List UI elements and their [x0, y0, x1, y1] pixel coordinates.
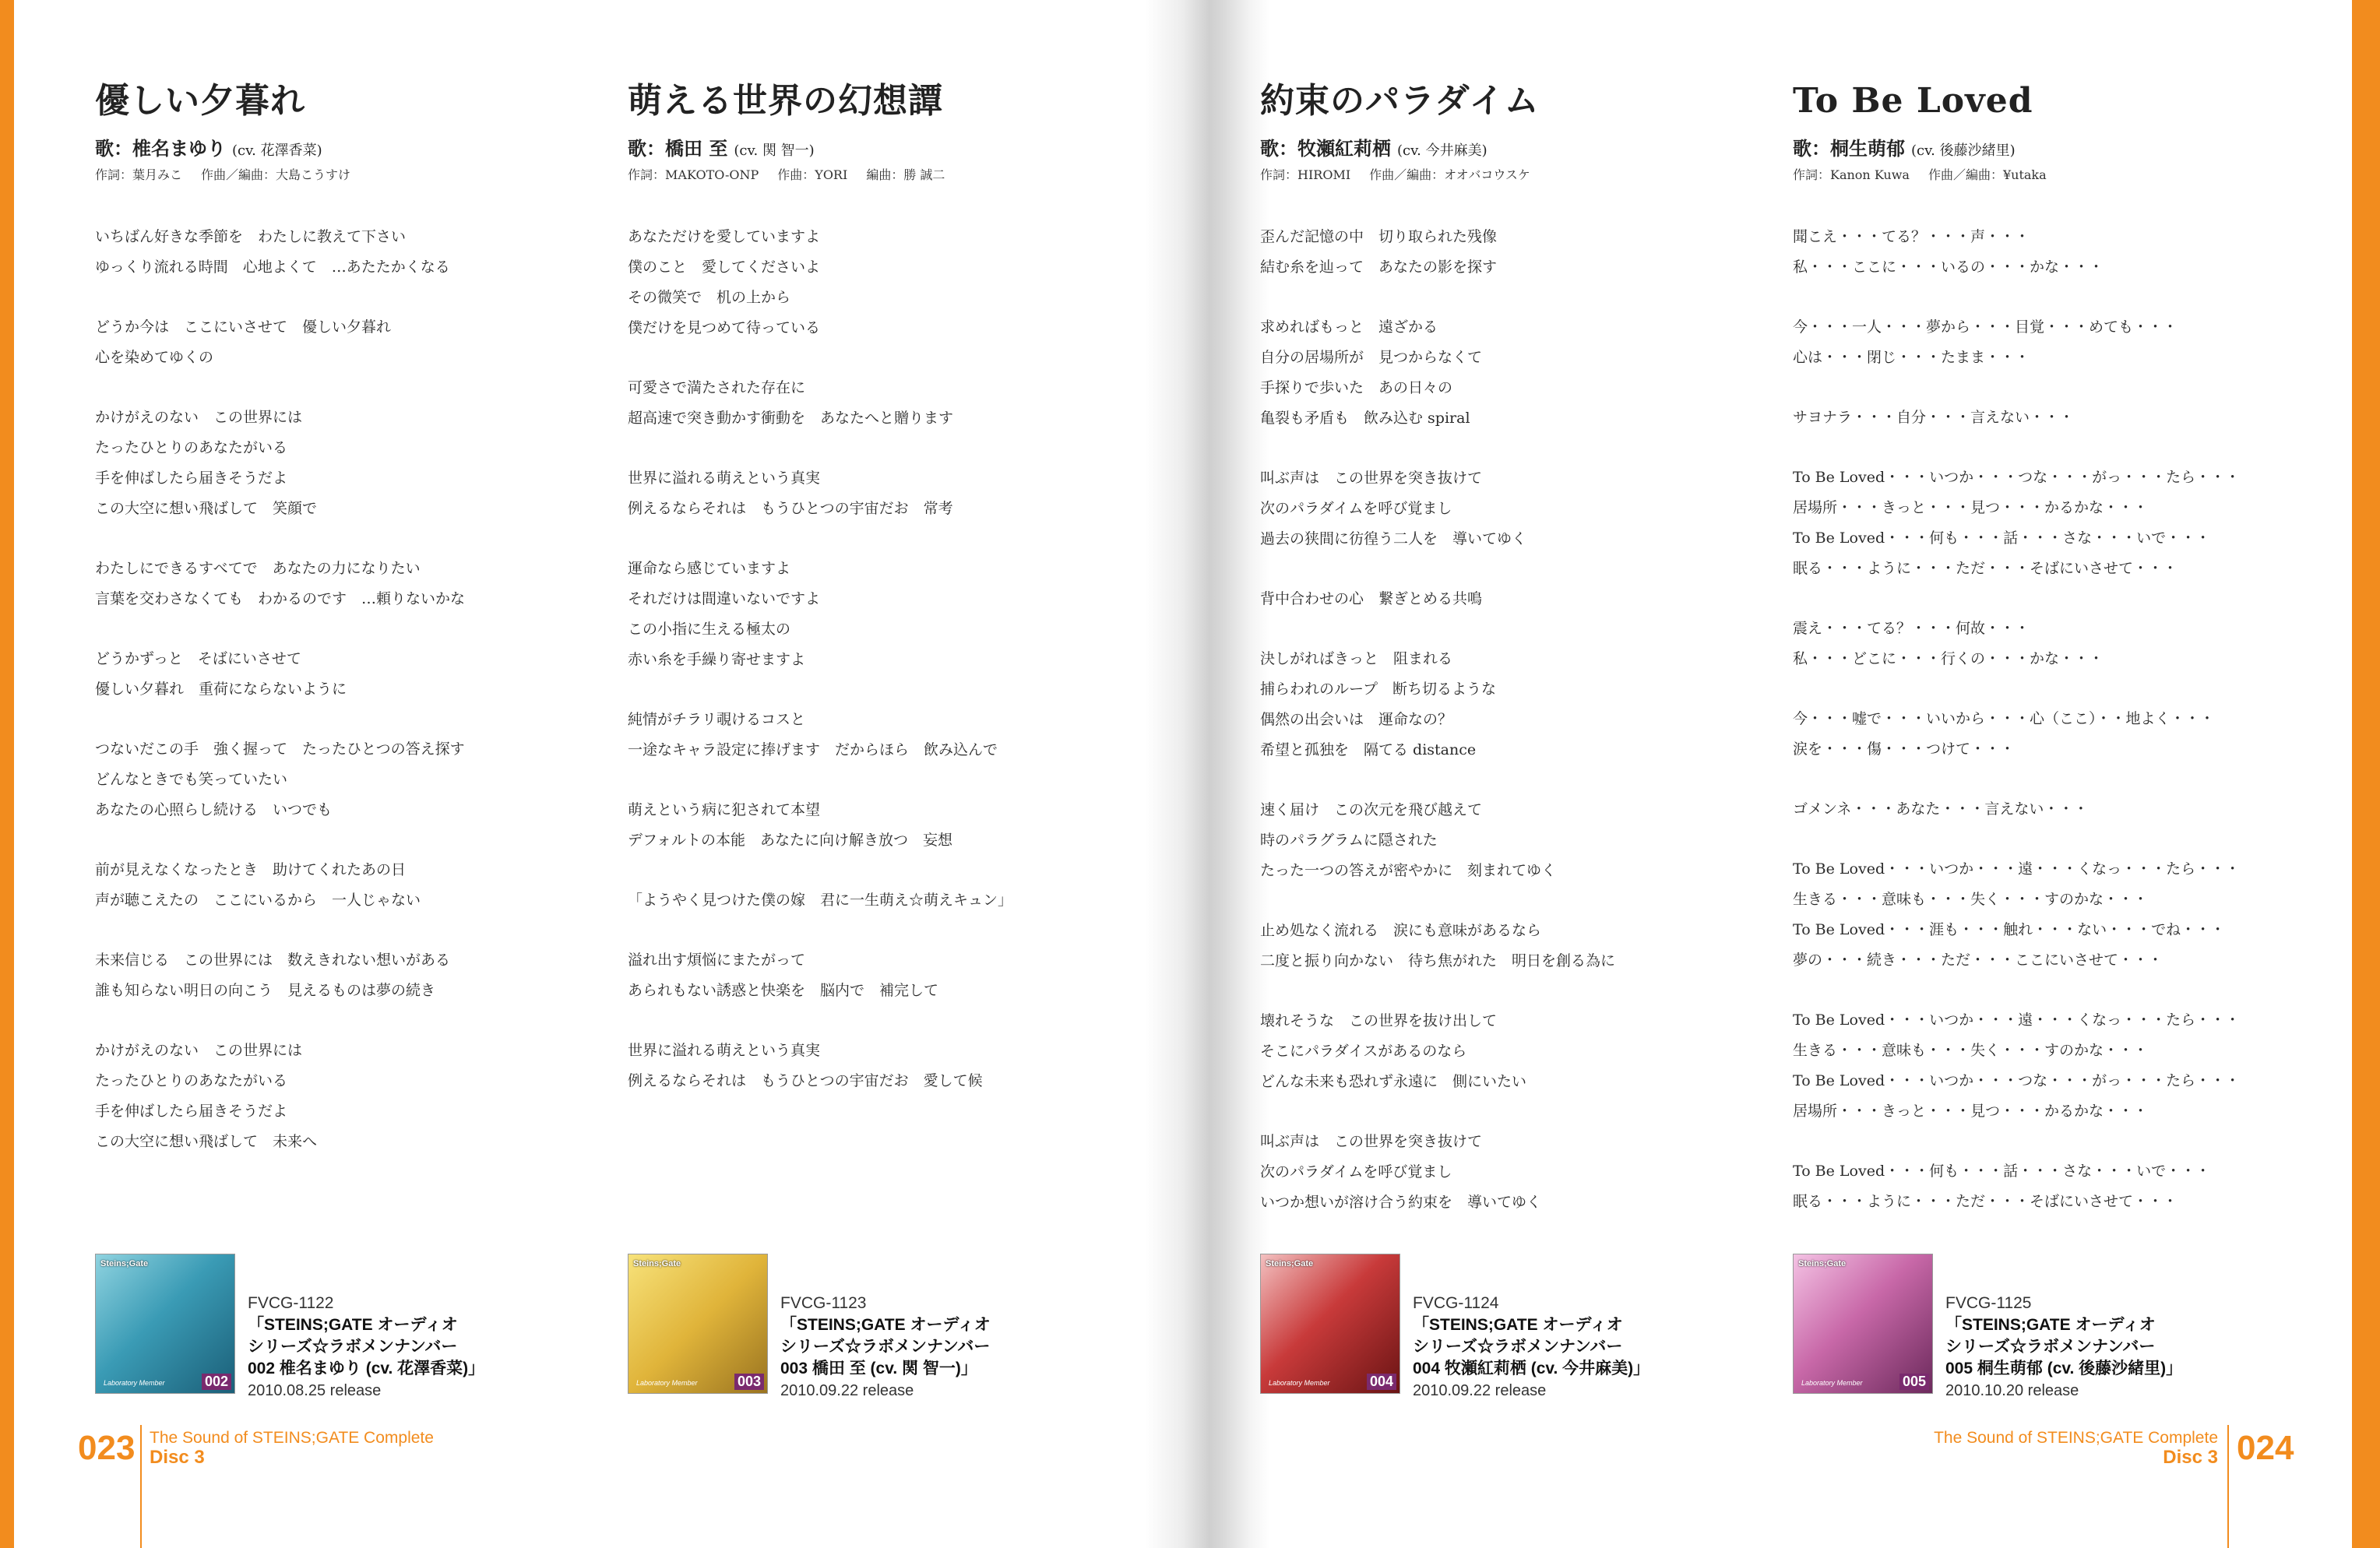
release-info	[628, 1254, 1126, 1399]
lyric-line: たったひとりのあなたがいる	[95, 439, 288, 456]
lyric-line: 夢の・・・続き・・・ただ・・・ここにいさせて・・・	[1793, 952, 2163, 969]
cover-label: Laboratory Member	[104, 1379, 165, 1387]
song-title: 優しい夕暮れ	[95, 81, 305, 121]
lyric-line: 純情がチラリ覗けるコスと	[628, 711, 806, 728]
release-title-line: シリーズ☆ラボメンナンバー	[780, 1338, 991, 1356]
album-cover-image	[628, 1254, 768, 1394]
lyric-line: ゆっくり流れる時間 心地よくて …あたたかくなる	[95, 259, 450, 276]
singer-prefix: 歌：	[628, 137, 665, 160]
lyric-line: どんなときでも笑っていたい	[95, 771, 288, 788]
song-title: 萌える世界の幻想譚	[628, 81, 943, 121]
page-divider-right	[2227, 1425, 2229, 1548]
right-page-edge	[2352, 0, 2380, 1548]
book-gutter	[1145, 0, 1269, 1548]
release-title-line: 004 牧瀬紅莉栖 (cv. 今井麻美)」	[1413, 1360, 1650, 1377]
singer-name: 牧瀬紅莉栖	[1297, 137, 1391, 160]
lyric-line: To Be Loved・・・何も・・・話・・・さな・・・いで・・・	[1793, 529, 2211, 547]
lyric-line: ゴメンネ・・・あなた・・・言えない・・・	[1793, 800, 2089, 818]
lyric-line: 手を伸ばしたら届きそうだよ	[95, 470, 288, 487]
lyric-line: 速く届け この次元を飛び越えて	[1260, 801, 1483, 818]
lyric-line: サヨナラ・・・自分・・・言えない・・・	[1793, 409, 2075, 426]
stanza	[95, 644, 593, 705]
lyric-line: そこにパラダイスがあるのなら	[1260, 1043, 1467, 1060]
lyric-line: 例えるならそれは もうひとつの宇宙だお 愛して候	[628, 1072, 983, 1089]
lyric-line: 手を伸ばしたら届きそうだよ	[95, 1103, 288, 1120]
release-title-line: 「STEINS;GATE オーディオ	[1413, 1316, 1623, 1334]
lyric-line: それだけは間違いないですよ	[628, 590, 821, 607]
lyric-line: この小指に生える極太の	[628, 621, 791, 638]
release-date: 2010.08.25 release	[248, 1382, 382, 1399]
lyric-line: 誰も知らない明日の向こう 見えるものは夢の続き	[95, 982, 436, 999]
song-credits	[95, 164, 593, 186]
stanza	[628, 554, 1126, 675]
lyric-line: 震え・・・てる？・・・何故・・・	[1793, 620, 2030, 637]
cover-number-badge: 002	[202, 1374, 231, 1390]
lyric-line: 僕のこと 愛してくださいよ	[628, 259, 821, 276]
release-title-line: 002 椎名まゆり (cv. 花澤香菜)」	[248, 1360, 485, 1377]
lyric-line: デフォルトの本能 あなたに向け解き放つ 妄想	[628, 832, 953, 849]
lyric-line: かけがえのない この世界には	[95, 1042, 303, 1059]
lyrics-block	[628, 222, 1126, 1096]
lyric-line: たった一つの答えが密やかに 刻まれてゆく	[1260, 862, 1557, 879]
lyric-line: つないだこの手 強く握って たったひとつの答え探す	[95, 741, 465, 758]
lyric-line: どんな未来も恐れず永遠に 側にいたい	[1260, 1073, 1527, 1090]
lyric-line: 「ようやく見つけた僕の嫁 君に一生萌え☆萌えキュン」	[628, 892, 1013, 909]
release-title-line: 005 桐生萌郁 (cv. 後藤沙緒里)」	[1945, 1360, 2183, 1377]
stanza	[1260, 222, 1759, 283]
stanza	[628, 945, 1126, 1006]
lyric-line: 前が見えなくなったとき 助けてくれたあの日	[95, 861, 407, 878]
song-column	[1260, 78, 1759, 1247]
lyric-line: 優しい夕暮れ 重荷にならないように	[95, 681, 347, 698]
lyric-line: 眠る・・・ように・・・ただ・・・そばにいさせて・・・	[1793, 560, 2178, 577]
voice-actor: (cv. 今井麻美)	[1397, 142, 1488, 159]
credit-item: 作詞：Kanon Kuwa	[1793, 167, 1910, 182]
lyric-line: 生きる・・・意味も・・・失く・・・すのかな・・・	[1793, 1042, 2149, 1059]
song-title: To Be Loved	[1793, 81, 2033, 121]
lyric-line: 叫ぶ声は この世界を突き抜けて	[1260, 470, 1483, 487]
lyric-line: 可愛さで満たされた存在に	[628, 379, 806, 396]
release-title-line: 003 橋田 至 (cv. 関 智一)」	[780, 1360, 977, 1377]
release-info	[95, 1254, 593, 1399]
cover-logo: Steins;Gate	[1798, 1259, 1847, 1268]
catalog-number: FVCG-1124	[1413, 1294, 1499, 1312]
cover-label: Laboratory Member	[636, 1379, 698, 1387]
song-column	[628, 78, 1126, 1126]
lyric-line: 結む糸を辿って あなたの影を探す	[1260, 259, 1498, 276]
page-divider-left	[140, 1425, 142, 1548]
lyric-line: 居場所・・・きっと・・・見つ・・・かるかな・・・	[1793, 499, 2149, 516]
lyrics-block	[1793, 222, 2291, 1217]
lyric-line: 聞こえ・・・てる？・・・声・・・	[1793, 228, 2030, 245]
lyric-line: 決しがればきっと 阻まれる	[1260, 650, 1453, 667]
lyric-line: 未来信じる この世界には 数えきれない想いがある	[95, 952, 451, 969]
stanza	[95, 403, 593, 524]
cover-logo: Steins;Gate	[100, 1259, 149, 1268]
lyric-line: 私・・・どこに・・・行くの・・・かな・・・	[1793, 650, 2104, 667]
lyric-line: To Be Loved・・・いつか・・・つな・・・がっ・・・たら・・・	[1793, 469, 2241, 486]
song-title: 約束のパラダイム	[1260, 81, 1540, 121]
catalog-number: FVCG-1122	[248, 1294, 334, 1312]
credit-item: 作曲：YORI	[777, 167, 848, 182]
lyric-line: この大空に想い飛ばして 笑顔で	[95, 500, 318, 517]
album-cover-image	[95, 1254, 235, 1394]
song-credits	[628, 164, 1126, 186]
lyric-line: 二度と振り向かない 待ち焦がれた 明日を創る為に	[1260, 952, 1616, 969]
credit-item: 作曲／編曲：大島こうすけ	[201, 167, 351, 182]
lyric-line: 声が聴こえたの ここにいるから 一人じゃない	[95, 892, 421, 909]
cover-label: Laboratory Member	[1801, 1379, 1863, 1387]
book-title-left: The Sound of STEINS;GATE Complete	[150, 1429, 434, 1447]
stanza	[1793, 794, 2291, 825]
lyric-line: 一途なキャラ設定に捧げます だからほら 飲み込んで	[628, 741, 998, 758]
lyric-line: To Be Loved・・・何も・・・話・・・さな・・・いで・・・	[1793, 1163, 2211, 1180]
lyric-line: いちばん好きな季節を わたしに教えて下さい	[95, 228, 407, 245]
stanza	[1793, 1005, 2291, 1127]
lyric-line: 過去の狭間に彷徨う二人を 導いてゆく	[1260, 530, 1527, 547]
lyric-line: 今・・・一人・・・夢から・・・目覚・・・めても・・・	[1793, 318, 2178, 336]
credit-item: 作曲／編曲：オオバコウスケ	[1369, 167, 1530, 182]
lyric-line: 私・・・ここに・・・いるの・・・かな・・・	[1793, 259, 2104, 276]
stanza	[1260, 916, 1759, 976]
song-column	[95, 78, 593, 1187]
lyric-line: 僕だけを見つめて待っている	[628, 319, 821, 336]
stanza	[628, 463, 1126, 524]
credit-item: 編曲：勝 誠二	[866, 167, 945, 182]
lyric-line: 自分の居場所が 見つからなくて	[1260, 349, 1483, 366]
lyric-line: あられもない誘惑と快楽を 脳内で 補完して	[628, 982, 939, 999]
stanza	[1260, 1006, 1759, 1097]
release-text	[248, 1293, 484, 1402]
lyric-line: 生きる・・・意味も・・・失く・・・すのかな・・・	[1793, 891, 2149, 908]
lyric-line: 居場所・・・きっと・・・見つ・・・かるかな・・・	[1793, 1103, 2149, 1120]
lyric-line: いつか想いが溶け合う約束を 導いてゆく	[1260, 1194, 1542, 1211]
lyric-line: 溢れ出す煩悩にまたがって	[628, 952, 806, 969]
lyric-line: 萌えという病に犯されて本望	[628, 801, 821, 818]
lyric-line: 歪んだ記憶の中 切り取られた残像	[1260, 228, 1498, 245]
singer-line	[1793, 135, 2291, 164]
release-info	[1793, 1254, 2291, 1399]
lyric-line: 心は・・・閉じ・・・たまま・・・	[1793, 349, 2030, 366]
stanza	[1793, 222, 2291, 283]
release-date: 2010.09.22 release	[1413, 1382, 1547, 1399]
song-credits	[1793, 164, 2291, 186]
stanza	[1260, 584, 1759, 614]
credit-item: 作詞：HIROMI	[1260, 167, 1351, 182]
stanza	[1260, 463, 1759, 554]
stanza	[1793, 704, 2291, 765]
lyric-line: 叫ぶ声は この世界を突き抜けて	[1260, 1133, 1483, 1150]
stanza	[1793, 854, 2291, 976]
cover-number-badge: 003	[734, 1374, 764, 1390]
voice-actor: (cv. 花澤香菜)	[232, 142, 322, 159]
lyric-line: この大空に想い飛ばして 未来へ	[95, 1133, 318, 1150]
lyric-line: 超高速で突き動かす衝動を あなたへと贈ります	[628, 410, 954, 427]
catalog-number: FVCG-1123	[780, 1294, 867, 1312]
lyric-line: 希望と孤独を 隔てる distance	[1260, 741, 1477, 758]
lyric-line: 今・・・嘘で・・・いいから・・・心（ここ）・・地よく・・・	[1793, 710, 2215, 727]
lyrics-block	[95, 222, 593, 1157]
lyric-line: わたしにできるすべてで あなたの力になりたい	[95, 560, 421, 577]
stanza	[1260, 312, 1759, 434]
stanza	[628, 222, 1126, 343]
stanza	[628, 705, 1126, 765]
lyric-line: To Be Loved・・・いつか・・・つな・・・がっ・・・たら・・・	[1793, 1072, 2241, 1089]
catalog-number: FVCG-1125	[1945, 1294, 2032, 1312]
lyric-line: 心を染めてゆくの	[95, 349, 214, 366]
release-title-line: シリーズ☆ラボメンナンバー	[248, 1338, 458, 1356]
lyric-line: たったひとりのあなたがいる	[95, 1072, 288, 1089]
lyric-line: To Be Loved・・・いつか・・・遠・・・くなっ・・・たら・・・	[1793, 860, 2241, 878]
singer-prefix: 歌：	[1793, 137, 1830, 160]
voice-actor: (cv. 後藤沙緒里)	[1911, 142, 2016, 159]
lyric-line: 壊れそうな この世界を抜け出して	[1260, 1012, 1498, 1029]
lyric-line: 運命なら感じていますよ	[628, 560, 791, 577]
release-date: 2010.10.20 release	[1945, 1382, 2079, 1399]
credit-item: 作詞：MAKOTO-ONP	[628, 167, 759, 182]
page-number-right: 024	[2237, 1429, 2294, 1467]
stanza	[628, 885, 1126, 916]
left-page-edge	[0, 0, 14, 1548]
lyric-line: 止め処なく流れる 涙にも意味があるなら	[1260, 922, 1542, 939]
release-date: 2010.09.22 release	[780, 1382, 914, 1399]
lyric-line: 時のパラグラムに隠された	[1260, 832, 1438, 849]
lyrics-block	[1260, 222, 1759, 1218]
lyric-line: あなたの心照らし続ける いつでも	[95, 801, 333, 818]
lyric-line: 眠る・・・ように・・・ただ・・・そばにいさせて・・・	[1793, 1193, 2178, 1210]
page-number-left: 023	[78, 1429, 136, 1467]
stanza	[1793, 614, 2291, 674]
stanza	[1260, 795, 1759, 886]
lyric-line: 背中合わせの心 繋ぎとめる共鳴	[1260, 590, 1483, 607]
lyric-line: 手探りで歩いた あの日々の	[1260, 379, 1453, 396]
lyric-line: その微笑で 机の上から	[628, 289, 791, 306]
lyric-line: 偶然の出会いは 運命なの？	[1260, 711, 1453, 728]
singer-name: 椎名まゆり	[132, 137, 226, 160]
cover-number-badge: 004	[1367, 1374, 1396, 1390]
lyric-line: 涙を・・・傷・・・つけて・・・	[1793, 741, 2016, 758]
cover-logo: Steins;Gate	[633, 1259, 681, 1268]
disc-label-left: Disc 3	[150, 1447, 205, 1468]
credit-item: 作詞：葉月みこ	[95, 167, 183, 182]
release-title-line: シリーズ☆ラボメンナンバー	[1945, 1338, 2156, 1356]
album-cover-image	[1793, 1254, 1933, 1394]
lyric-line: 捕らわれのループ 断ち切るような	[1260, 681, 1497, 698]
stanza	[95, 312, 593, 373]
disc-label-right: Disc 3	[2163, 1447, 2218, 1468]
stanza	[95, 222, 593, 283]
stanza	[1260, 1127, 1759, 1218]
voice-actor: (cv. 関 智一)	[734, 142, 815, 159]
lyric-line: 例えるならそれは もうひとつの宇宙だお 常考	[628, 500, 953, 517]
stanza	[95, 734, 593, 825]
stanza	[628, 373, 1126, 434]
lyric-line: 求めればもっと 遠ざかる	[1260, 318, 1438, 336]
release-title-line: 「STEINS;GATE オーディオ	[1945, 1316, 2156, 1334]
lyric-line: 亀裂も矛盾も 飲み込む spiral	[1260, 410, 1470, 427]
stanza	[1793, 1156, 2291, 1217]
singer-line	[1260, 135, 1759, 164]
lyric-line: 次のパラダイムを呼び覚まし	[1260, 500, 1452, 517]
stanza	[95, 945, 593, 1006]
lyric-line: To Be Loved・・・涯も・・・触れ・・・ない・・・でね・・・	[1793, 921, 2226, 938]
singer-line	[628, 135, 1126, 164]
release-title-line: 「STEINS;GATE オーディオ	[780, 1316, 991, 1334]
singer-line	[95, 135, 593, 164]
release-text	[1945, 1293, 2182, 1402]
lyric-line: どうか今は ここにいさせて 優しい夕暮れ	[95, 318, 392, 336]
release-text	[1413, 1293, 1649, 1402]
lyric-line: 次のパラダイムを呼び覚まし	[1260, 1163, 1452, 1180]
release-text	[780, 1293, 991, 1402]
credit-item: 作曲／編曲：¥utaka	[1928, 167, 2047, 182]
cover-logo: Steins;Gate	[1266, 1259, 1314, 1268]
stanza	[1793, 403, 2291, 433]
lyric-line: 世界に溢れる萌えという真実	[628, 470, 821, 487]
stanza	[95, 1036, 593, 1157]
book-title-right: The Sound of STEINS;GATE Complete	[1934, 1429, 2218, 1447]
lyric-line: かけがえのない この世界には	[95, 409, 303, 426]
stanza	[628, 1036, 1126, 1096]
stanza	[95, 855, 593, 916]
album-cover-image	[1260, 1254, 1400, 1394]
stanza	[628, 795, 1126, 856]
release-info	[1260, 1254, 1759, 1399]
stanza	[1260, 644, 1759, 765]
release-title-line: シリーズ☆ラボメンナンバー	[1413, 1338, 1623, 1356]
singer-prefix: 歌：	[1260, 137, 1297, 160]
singer-name: 橋田 至	[665, 137, 728, 160]
lyric-line: 赤い糸を手繰り寄せますよ	[628, 651, 806, 668]
cover-label: Laboratory Member	[1269, 1379, 1330, 1387]
song-column	[1793, 78, 2291, 1247]
stanza	[1793, 312, 2291, 373]
stanza	[1793, 463, 2291, 584]
lyric-line: 言葉を交わさなくても わかるのです …頼りないかな	[95, 590, 466, 607]
lyric-line: 世界に溢れる萌えという真実	[628, 1042, 821, 1059]
lyric-line: どうかずっと そばにいさせて	[95, 650, 301, 667]
lyric-line: あなただけを愛していますよ	[628, 228, 821, 245]
lyric-line: To Be Loved・・・いつか・・・遠・・・くなっ・・・たら・・・	[1793, 1011, 2241, 1029]
singer-prefix: 歌：	[95, 137, 132, 160]
song-credits	[1260, 164, 1759, 186]
release-title-line: 「STEINS;GATE オーディオ	[248, 1316, 458, 1334]
cover-number-badge: 005	[1899, 1374, 1929, 1390]
singer-name: 桐生萌郁	[1830, 137, 1905, 160]
stanza	[95, 554, 593, 614]
